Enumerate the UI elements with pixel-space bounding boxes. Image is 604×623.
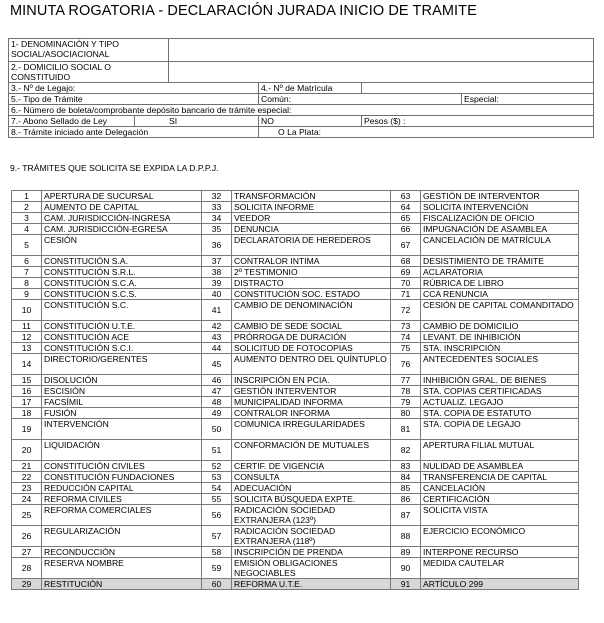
tramite-label: CONSTITUCIÓN S.C.S. [42,289,202,300]
tramite-label: CONTRALOR INFORMA [232,408,391,419]
tramite-label: REFORMA CIVILES [42,494,202,505]
tramite-label: ACTUALIZ. LEGAJO [421,397,579,408]
tramite-number[interactable]: 82 [391,440,421,461]
tramite-number[interactable]: 58 [202,547,232,558]
tramite-row [12,278,579,289]
tramite-label: VEEDOR [232,213,391,224]
tramite-number[interactable]: 15 [12,375,42,386]
tramite-label: CAMBIO DE SEDE SOCIAL [232,321,391,332]
tramite-number[interactable]: 69 [391,267,421,278]
tramite-label: CAM. JURISDICCIÓN-INGRESA [42,213,202,224]
field-pesos-label: Pesos ($) : [364,116,406,126]
tramite-number[interactable]: 22 [12,472,42,483]
tramite-label: TRANSFORMACIÓN [232,191,391,202]
tramite-label: 2º TESTIMONIO [232,267,391,278]
tramite-number[interactable]: 29 [12,579,42,590]
tramite-row [12,321,579,332]
tramite-label: CANCELACIÓN [421,483,579,494]
tramite-label: APERTURA DE SUCURSAL [42,191,202,202]
tramite-row [12,267,579,278]
tramite-label: LIQUIDACIÓN [42,440,202,461]
tramite-label: GESTIÓN INTERVENTOR [232,386,391,397]
tramite-label: CONSULTA [232,472,391,483]
tramite-label: MEDIDA CAUTELAR [421,558,579,579]
field-sellado-label: 7.- Abono Sellado de Ley [9,116,135,127]
tramite-row [12,300,579,321]
field-tipo-tramite-label: 5.- Tipo de Trámite [9,94,259,105]
tramite-row [12,224,579,235]
tramite-number[interactable]: 68 [391,256,421,267]
tramite-number[interactable]: 76 [391,354,421,375]
tramite-number[interactable]: 65 [391,213,421,224]
tramite-label: RADICACIÓN SOCIEDAD EXTRANJERA (123º) [232,505,391,526]
tramite-number[interactable]: 11 [12,321,42,332]
tramite-number[interactable]: 50 [202,419,232,440]
tramite-label: RECONDUCCIÓN [42,547,202,558]
tramite-number[interactable]: 44 [202,343,232,354]
tramite-label: ACLARATORIA [421,267,579,278]
field-especial[interactable] [462,94,594,105]
tramite-label: CONFORMACIÓN DE MUTUALES [232,440,391,461]
field-domicilio-label: 2.- DOMICILIO SOCIAL O CONSTITUIDO [9,62,169,83]
tramite-label: RÚBRICA DE LIBRO [421,278,579,289]
field-delegacion[interactable] [9,127,259,138]
tramite-label: CAMBIO DE DOMICILIO [421,321,579,332]
tramite-number[interactable]: 37 [202,256,232,267]
tramite-number[interactable]: 85 [391,483,421,494]
tramite-label: TRANSFERENCIA DE CAPITAL [421,472,579,483]
tramite-number[interactable]: 8 [12,278,42,289]
tramite-label: COMUNICA IRREGULARIDADES [232,419,391,440]
field-domicilio-value[interactable] [169,62,594,83]
tramite-row [12,558,579,579]
tramite-number[interactable]: 64 [391,202,421,213]
tramite-number[interactable]: 24 [12,494,42,505]
tramite-number[interactable]: 14 [12,354,42,375]
tramite-label: EJERCICIO ECONÓMICO [421,526,579,547]
tramite-label: ARTÍCULO 299 [421,579,579,590]
tramite-number[interactable]: 13 [12,343,42,354]
tramite-label: APERTURA FILIAL MUTUAL [421,440,579,461]
tramite-label: NULIDAD DE ASAMBLEA [421,461,579,472]
tramite-number[interactable]: 90 [391,558,421,579]
tramite-number[interactable]: 63 [391,191,421,202]
tramite-row [12,191,579,202]
tramite-label: REGULARIZACIÓN [42,526,202,547]
tramite-number[interactable]: 88 [391,526,421,547]
tramite-label: CAMBIO DE DENOMINACIÓN [232,300,391,321]
tramite-number[interactable]: 16 [12,386,42,397]
tramite-row [12,332,579,343]
tramite-number[interactable]: 38 [202,267,232,278]
tramite-label: RESTITUCIÓN [42,579,202,590]
tramite-label: DESISTIMIENTO DE TRÁMITE [421,256,579,267]
tramite-label: SOLICITA INFORME [232,202,391,213]
tramite-label: CONSTITUCIÓN S.C.A. [42,278,202,289]
tramite-number[interactable]: 23 [12,483,42,494]
field-delegacion-label: 8.- Trámite iniciado ante Delegación [11,127,149,137]
tramite-number[interactable]: 91 [391,579,421,590]
tramite-number[interactable]: 33 [202,202,232,213]
tramite-number[interactable]: 84 [391,472,421,483]
field-comun[interactable] [259,94,462,105]
tramite-number[interactable]: 20 [12,440,42,461]
field-pesos[interactable] [362,116,594,127]
tramite-label: SOLICITA BÚSQUEDA EXPTE. [232,494,391,505]
tramite-number[interactable]: 86 [391,494,421,505]
tramite-label: ESCISIÓN [42,386,202,397]
tramite-label: FACSÍMIL [42,397,202,408]
tramite-number[interactable]: 45 [202,354,232,375]
tramite-number[interactable]: 9 [12,289,42,300]
tramite-number[interactable]: 42 [202,321,232,332]
field-sellado-si[interactable] [135,116,259,127]
tramite-number[interactable]: 59 [202,558,232,579]
tramite-number[interactable]: 46 [202,375,232,386]
tramite-label: REDUCCIÓN CAPITAL [42,483,202,494]
tramite-row [12,440,579,461]
tramite-number[interactable]: 5 [12,235,42,256]
tramite-label: INTERVENCIÓN [42,419,202,440]
form-table [8,38,594,138]
tramite-row [12,256,579,267]
tramite-number[interactable]: 27 [12,547,42,558]
tramite-label: REFORMA U.T.E. [232,579,391,590]
option-no-label: NO [261,116,274,126]
tramite-number[interactable]: 47 [202,386,232,397]
tramite-number[interactable]: 18 [12,408,42,419]
tramite-label: STA. COPIA DE LEGAJO [421,419,579,440]
tramite-number[interactable]: 17 [12,397,42,408]
tramite-number[interactable]: 80 [391,408,421,419]
tramite-row [12,386,579,397]
field-matricula-value[interactable] [362,83,594,94]
tramite-row [12,397,579,408]
tramite-number[interactable]: 12 [12,332,42,343]
tramite-number[interactable]: 54 [202,483,232,494]
tramite-number[interactable]: 71 [391,289,421,300]
option-si-label: SI [169,116,178,126]
field-la-plata[interactable] [259,127,594,138]
tramite-number[interactable]: 60 [202,579,232,590]
tramite-number[interactable]: 10 [12,300,42,321]
field-comun-label: Común: [261,94,292,104]
tramite-row [12,472,579,483]
tramite-number[interactable]: 75 [391,343,421,354]
tramite-number[interactable]: 1 [12,191,42,202]
field-denominacion-value[interactable] [169,39,594,62]
tramite-number[interactable]: 4 [12,224,42,235]
tramite-number[interactable]: 56 [202,505,232,526]
tramite-number[interactable]: 72 [391,300,421,321]
field-legajo[interactable] [9,83,259,94]
tramite-label: STA. COPIAS CERTIFICADAS [421,386,579,397]
field-sellado-no[interactable] [259,116,362,127]
tramite-row [12,547,579,558]
field-la-plata-label: O La Plata: [278,127,321,137]
tramite-label: DIRECTORIO/GERENTES [42,354,202,375]
tramite-number[interactable]: 53 [202,472,232,483]
tramite-label: CONSTITUCIÓN FUNDACIONES [42,472,202,483]
tramite-label: STA. COPIA DE ESTATUTO [421,408,579,419]
field-legajo-label: 3.- Nº de Legajo: [11,83,76,93]
tramite-label: CCA RENUNCIA [421,289,579,300]
tramite-number[interactable]: 70 [391,278,421,289]
tramites-table [11,190,579,590]
tramite-label: EMISIÓN OBLIGACIONES NEGOCIABLES [232,558,391,579]
tramite-label: GESTIÓN DE INTERVENTOR [421,191,579,202]
tramite-number[interactable]: 83 [391,461,421,472]
tramite-row [12,526,579,547]
tramite-label: CONSTITUCIÓN S.C. [42,300,202,321]
field-especial-label: Especial: [464,94,499,104]
tramite-label: DENUNCIA [232,224,391,235]
tramite-number[interactable]: 28 [12,558,42,579]
tramite-number[interactable]: 48 [202,397,232,408]
tramite-number[interactable]: 21 [12,461,42,472]
section-9-heading: 9.- TRÁMITES QUE SOLICITA SE EXPIDA LA D.P.P.J. [10,163,219,173]
tramite-number[interactable]: 3 [12,213,42,224]
tramite-number[interactable]: 49 [202,408,232,419]
tramite-row [12,354,579,375]
tramite-label: CANCELACIÓN DE MATRÍCULA [421,235,579,256]
tramite-number[interactable]: 41 [202,300,232,321]
tramite-label: SOLICITA VISTA [421,505,579,526]
tramite-label: AUMENTO DENTRO DEL QUÍNTUPLO [232,354,391,375]
field-boleta[interactable] [9,105,594,116]
tramite-label: REFORMA COMERCIALES [42,505,202,526]
tramite-label: CONSTITUCIÓN SOC. ESTADO [232,289,391,300]
tramite-row [12,213,579,224]
tramite-label: DECLARATORIA DE HEREDEROS [232,235,391,256]
tramite-label: PRÓRROGA DE DURACIÓN [232,332,391,343]
tramite-label: SOLICITA INTERVENCIÓN [421,202,579,213]
tramite-label: CERTIFICACIÓN [421,494,579,505]
field-boleta-label: 6.- Número de boleta/comprobante depósito bancario de trámite especial: [11,105,292,115]
tramite-label: CONSTITUCIÓN S.C.I. [42,343,202,354]
tramite-number[interactable]: 78 [391,386,421,397]
tramite-label: CONTRALOR INTIMA [232,256,391,267]
tramite-number[interactable]: 55 [202,494,232,505]
tramite-number[interactable]: 36 [202,235,232,256]
tramite-label: STA. INSCRIPCIÓN [421,343,579,354]
tramite-number[interactable]: 32 [202,191,232,202]
tramite-number[interactable]: 74 [391,332,421,343]
tramite-number[interactable]: 26 [12,526,42,547]
tramite-label: LEVANT. DE INHIBICIÓN [421,332,579,343]
tramite-label: FISCALIZACIÓN DE OFICIO [421,213,579,224]
document-title: MINUTA ROGATORIA - DECLARACIÓN JURADA INICIO DE TRAMITE [10,3,477,19]
tramite-label: ADECUACIÓN [232,483,391,494]
tramite-label: IMPUGNACIÓN DE ASAMBLEA [421,224,579,235]
tramite-label: AUMENTO DE CAPITAL [42,202,202,213]
tramite-row [12,202,579,213]
tramite-label: CESIÓN DE CAPITAL COMANDITADO [421,300,579,321]
tramite-number[interactable]: 7 [12,267,42,278]
tramite-label: CAM. JURISDICCIÓN-EGRESA [42,224,202,235]
tramite-label: INHIBICIÓN GRAL. DE BIENES [421,375,579,386]
tramite-number[interactable]: 35 [202,224,232,235]
tramite-label: SOLICITUD DE FOTOCOPIAS [232,343,391,354]
tramite-row [12,235,579,256]
tramite-number[interactable]: 79 [391,397,421,408]
tramite-number[interactable]: 67 [391,235,421,256]
tramite-label: MUNICIPALIDAD INFORMA [232,397,391,408]
tramite-number[interactable]: 81 [391,419,421,440]
tramite-row [12,375,579,386]
tramite-row [12,494,579,505]
tramite-row [12,579,579,590]
tramite-number[interactable]: 52 [202,461,232,472]
tramite-number[interactable]: 57 [202,526,232,547]
tramite-label: CERTIF. DE VIGENCIA [232,461,391,472]
tramite-number[interactable]: 73 [391,321,421,332]
tramite-label: ANTECEDENTES SOCIALES [421,354,579,375]
tramite-number[interactable]: 6 [12,256,42,267]
tramite-label: RADICACIÓN SOCIEDAD EXTRANJERA (118º) [232,526,391,547]
tramite-label: CONSTITUCIÓN ACE [42,332,202,343]
tramite-label: INSCRIPCIÓN DE PRENDA [232,547,391,558]
tramite-label: FUSIÓN [42,408,202,419]
tramite-row [12,505,579,526]
tramite-number[interactable]: 19 [12,419,42,440]
tramite-row [12,419,579,440]
field-denominacion-label: 1- DENOMINACIÓN Y TIPO SOCIAL/ASOCIACIONAL [9,39,169,62]
tramite-row [12,408,579,419]
tramite-number[interactable]: 39 [202,278,232,289]
tramite-number[interactable]: 43 [202,332,232,343]
tramite-number[interactable]: 40 [202,289,232,300]
tramite-label: CONSTITUCIÓN U.T.E. [42,321,202,332]
tramite-label: CONSTITUCIÓN CIVILES [42,461,202,472]
tramite-label: CONSTITUCIÓN S.R.L. [42,267,202,278]
tramite-row [12,343,579,354]
tramite-number[interactable]: 87 [391,505,421,526]
tramite-number[interactable]: 51 [202,440,232,461]
tramite-number[interactable]: 66 [391,224,421,235]
tramite-label: CONSTITUCIÓN S.A. [42,256,202,267]
tramite-number[interactable]: 25 [12,505,42,526]
tramite-label: DISTRACTO [232,278,391,289]
tramite-number[interactable]: 77 [391,375,421,386]
tramite-row [12,461,579,472]
tramite-row [12,289,579,300]
tramite-label: RESERVA NOMBRE [42,558,202,579]
tramite-number[interactable]: 89 [391,547,421,558]
tramite-label: CESIÓN [42,235,202,256]
tramite-row [12,483,579,494]
tramite-label: INTERPONE RECURSO [421,547,579,558]
tramite-number[interactable]: 2 [12,202,42,213]
tramite-number[interactable]: 34 [202,213,232,224]
tramite-label: DISOLUCIÓN [42,375,202,386]
field-matricula-label: 4.- Nº de Matrícula [259,83,362,94]
tramite-label: INSCRIPCIÓN EN PCIA. [232,375,391,386]
